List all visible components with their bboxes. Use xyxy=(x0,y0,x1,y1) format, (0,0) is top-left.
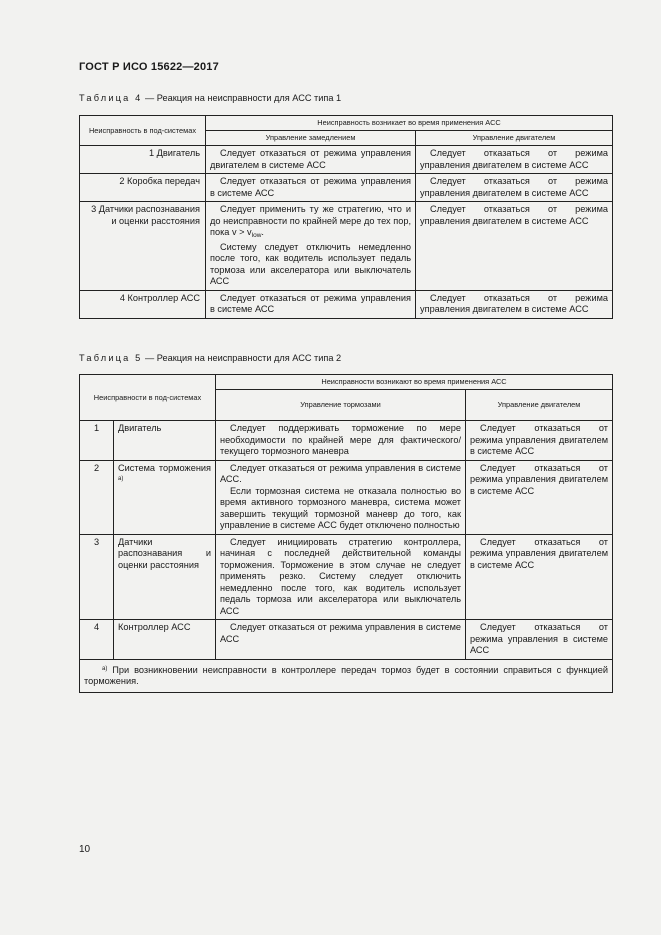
table5-cell-subsystem: Двигатель xyxy=(114,421,216,461)
table5-cell-num: 4 xyxy=(80,620,114,660)
table-row xyxy=(80,290,613,318)
table5-brakes-para2: Если тормозная система не отказала полностью во время активного тормозного маневра, система может завершить текущий тормозной маневр до того, как управление в системе АСС будет отключено полностью xyxy=(220,485,461,530)
table4-cell-subsystem: 1 Двигатель xyxy=(80,146,206,174)
table-row xyxy=(80,146,613,174)
table5-head-group: Неисправности возникают во время применения АСС xyxy=(216,375,613,390)
table5-cell-num: 1 xyxy=(80,421,114,461)
table5-caption xyxy=(79,353,341,363)
table-row xyxy=(80,202,613,291)
para-text: Следует применить ту же стратегию, что и до неисправности по крайней мере до тех пор, пока v > v xyxy=(210,204,411,237)
table4-cell-engine: Следует отказаться от режима управления двигателем в системе АСС xyxy=(416,174,613,202)
table5-cell-engine: Следует отказаться от режима управления двигателем в системе АСС xyxy=(466,534,613,620)
table4-decel-para1 xyxy=(210,204,411,242)
table4-caption xyxy=(79,93,341,103)
table5-cell-engine: Следует отказаться от режима управления двигателем в системе АСС xyxy=(466,460,613,534)
table4-caption-label: Таблица 4 xyxy=(79,93,143,103)
table4-decel-para2: Систему следует отключить немедленно после того, как водитель использует педаль тормоза или акселератора или выключатель АСС xyxy=(210,241,411,286)
table-row xyxy=(80,534,613,620)
table-row xyxy=(80,174,613,202)
table4 xyxy=(79,115,613,319)
table5-cell-brakes: Следует инициировать стратегию контроллера, начиная с последней действительной команды торможения. Торможение в этом случае не следует применять резко. Систему следует отключить немедленно после того, как водитель использует педаль тормоза или акселератора или выключатель АСС xyxy=(216,534,466,620)
table4-cell-decel: Следует отказаться от режима управления двигателем в системе АСС xyxy=(206,146,416,174)
table4-caption-text: — Реакция на неисправности для АСС типа 1 xyxy=(142,93,342,103)
table5-head-brakes: Управление тормозами xyxy=(216,390,466,421)
table4-head-decel: Управление замедлением xyxy=(206,131,416,146)
table-row xyxy=(80,620,613,660)
table5-footnote xyxy=(80,659,613,692)
table4-cell-engine: Следует отказаться от режима управления двигателем в системе АСС xyxy=(416,290,613,318)
table4-cell-decel: Следует отказаться от режима управления в системе АСС xyxy=(206,290,416,318)
table4-cell-subsystem: 2 Коробка передач xyxy=(80,174,206,202)
table-row xyxy=(80,421,613,461)
table5-cell-subsystem xyxy=(114,460,216,534)
table-row xyxy=(80,460,613,534)
footnote-ref: а) xyxy=(118,476,124,482)
table5-cell-subsystem: Контроллер АСС xyxy=(114,620,216,660)
table4-cell-decel xyxy=(206,202,416,291)
table5-cell-num: 2 xyxy=(80,460,114,534)
table5-head-subsystem: Неисправности в под-системах xyxy=(80,375,216,421)
table5-cell-brakes: Следует отказаться от режима управления в системе АСС xyxy=(216,620,466,660)
table5-cell-brakes xyxy=(216,460,466,534)
footnote-text: При возникновении неисправности в контроллере передач тормоз будет в состоянии справиться с функцией торможения. xyxy=(84,664,608,686)
table4-head-subsystem: Неисправность в под-системах xyxy=(80,116,206,146)
table5-caption-text: — Реакция на неисправности для АСС типа 2 xyxy=(142,353,342,363)
table5-cell-engine: Следует отказаться от режима управления в системе АСС xyxy=(466,620,613,660)
standard-header: ГОСТ Р ИСО 15622—2017 xyxy=(79,61,219,73)
table5-cell-subsystem: Датчики распознавания и оценки расстояния xyxy=(114,534,216,620)
table4-head-group: Неисправность возникает во время применения АСС xyxy=(206,116,613,131)
table4-cell-decel: Следует отказаться от режима управления в системе АСС xyxy=(206,174,416,202)
table4-cell-engine: Следует отказаться от режима управления двигателем в системе АСС xyxy=(416,202,613,291)
subsystem-text: Система торможения xyxy=(118,462,211,473)
page-number: 10 xyxy=(79,844,91,855)
table5-footnote-row xyxy=(80,659,613,692)
footnote-mark: а) xyxy=(102,665,108,672)
table5-cell-engine: Следует отказаться от режима управления двигателем в системе АСС xyxy=(466,421,613,461)
table4-cell-engine: Следует отказаться от режима управления двигателем в системе АСС xyxy=(416,146,613,174)
table5-caption-label: Таблица 5 xyxy=(79,353,143,363)
para-text: . xyxy=(261,227,264,237)
subscript: low xyxy=(251,232,262,239)
table5-cell-brakes: Следует поддерживать торможение по мере необходимости по крайней мере для фактического/текущего тормозного маневра xyxy=(216,421,466,461)
table5-head-engine: Управление двигателем xyxy=(466,390,613,421)
table5-brakes-para1: Следует отказаться от режима управления в системе АСС. xyxy=(220,462,461,484)
table5-cell-num: 3 xyxy=(80,534,114,620)
table4-head-engine: Управление двигателем xyxy=(416,131,613,146)
table4-cell-subsystem: 4 Контроллер АСС xyxy=(80,290,206,318)
table4-cell-subsystem: 3 Датчики распознавания и оценки расстояния xyxy=(80,202,206,291)
table5 xyxy=(79,374,613,693)
